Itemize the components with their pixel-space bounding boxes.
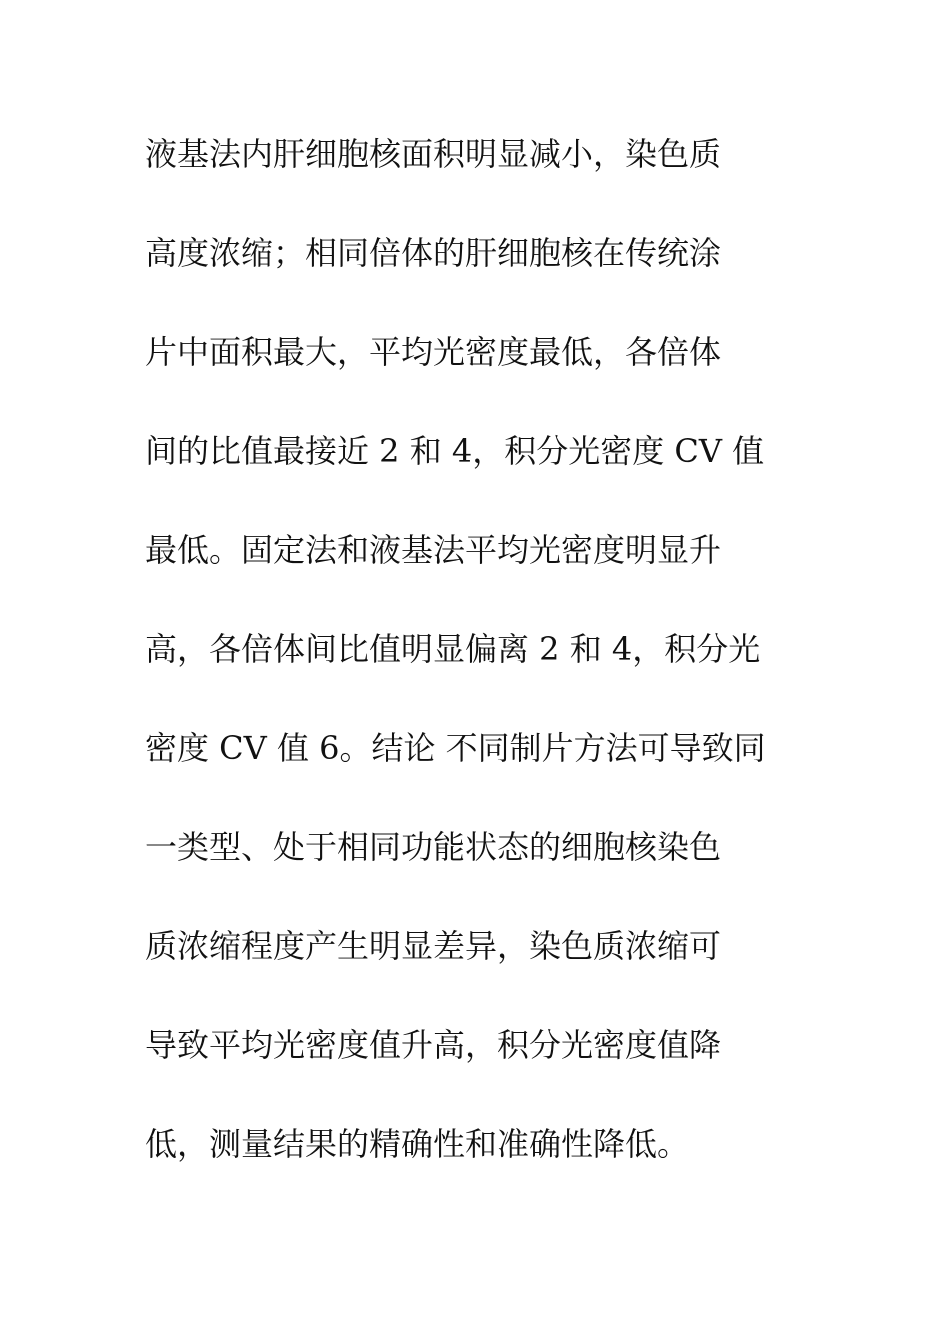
text-line-3: 片中面积最大，平均光密度最低，各倍体 <box>145 333 722 371</box>
body-text <box>145 126 825 1215</box>
text-line-11: 低，测量结果的精确性和准确性降低。 <box>145 1125 690 1163</box>
text-line-9: 质浓缩程度产生明显差异，染色质浓缩可 <box>145 927 722 965</box>
text-line-2: 高度浓缩；相同倍体的肝细胞核在传统涂 <box>145 234 722 272</box>
text-line-4: 间的比值最接近 2 和 4，积分光密度 CV 值 <box>145 432 765 470</box>
text-line-6: 高，各倍体间比值明显偏离 2 和 4，积分光 <box>145 630 761 668</box>
text-line-7: 密度 CV 值 6。结论 不同制片方法可导致同 <box>145 729 766 767</box>
text-line-8: 一类型、处于相同功能状态的细胞核染色 <box>145 828 722 866</box>
text-line-10: 导致平均光密度值升高，积分光密度值降 <box>145 1026 722 1064</box>
text-line-5: 最低。固定法和液基法平均光密度明显升 <box>145 531 722 569</box>
text-line-1: 液基法内肝细胞核面积明显减小，染色质 <box>145 135 722 173</box>
